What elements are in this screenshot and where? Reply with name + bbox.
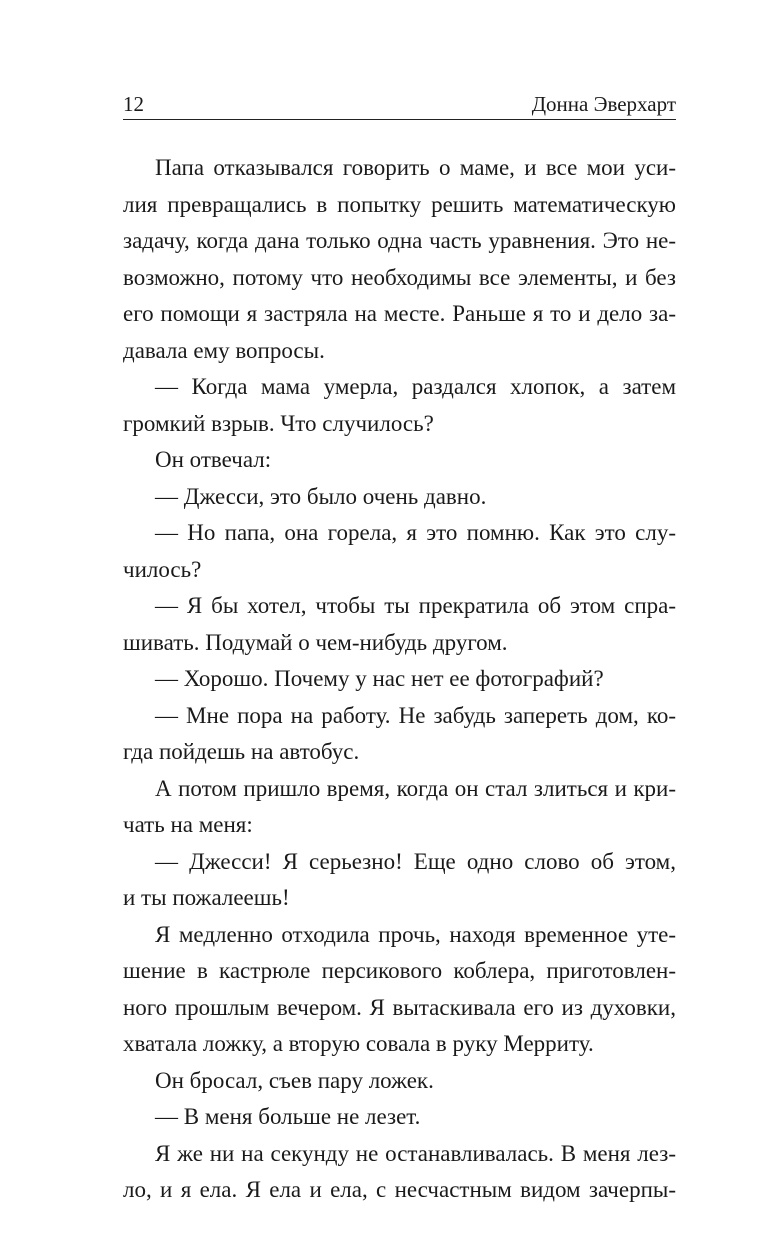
text-line: Папа отказывался говорить о маме, и все мои уси- bbox=[155, 155, 676, 180]
text-line: — Мне пора на работу. Не забудь запереть дом, ко- bbox=[155, 702, 676, 728]
text-line: шение в кастрюле персикового коблера, приготовлен- bbox=[123, 958, 676, 983]
text-line: — Джесси! Я серьезно! Еще одно слово об этом, bbox=[155, 848, 676, 874]
text-line: Он отвечал: bbox=[155, 447, 272, 472]
text-line: лия превращались в попытку решить математическую bbox=[123, 191, 676, 217]
text-line: гда пойдешь на автобус. bbox=[123, 739, 360, 764]
text-line: хватала ложку, а вторую совала в руку Мерриту. bbox=[123, 1031, 594, 1056]
text-line: А потом пришло время, когда он стал злиться и кри- bbox=[155, 775, 676, 801]
text-line: шивать. Подумай о чем-нибудь другом. bbox=[123, 629, 508, 655]
text-line: давала ему вопросы. bbox=[123, 337, 325, 363]
text-line: Я же ни на секунду не останавливалась. В меня лез- bbox=[155, 1140, 676, 1166]
text-line: чилось? bbox=[123, 556, 202, 582]
text-line: — Джесси, это было очень давно. bbox=[155, 483, 487, 509]
text-line: чать на меня: bbox=[123, 812, 253, 837]
text-line: и ты пожалеешь! bbox=[123, 885, 290, 910]
text-line: возможно, потому что необходимы все элементы, и без bbox=[123, 264, 676, 290]
running-header bbox=[123, 89, 676, 120]
text-line: — Я бы хотел, чтобы ты прекратила об этом спра- bbox=[155, 593, 676, 618]
text-line: Я медленно отходила прочь, находя временное уте- bbox=[155, 921, 676, 947]
text-line: — В меня больше не лезет. bbox=[155, 1104, 421, 1129]
text-line: ного прошлым вечером. Я вытаскивала его из духовки, bbox=[123, 994, 676, 1020]
text-line: его помощи я застряла на месте. Раньше я то и дело за- bbox=[123, 301, 676, 326]
text-line: — Когда мама умерла, раздался хлопок, а затем bbox=[155, 374, 676, 399]
text-line: громкий взрыв. Что случилось? bbox=[123, 410, 434, 436]
text-line: задачу, когда дана только одна часть уравнения. Это не- bbox=[123, 228, 676, 253]
text-line: — Хорошо. Почему у нас нет ее фотографий? bbox=[155, 666, 604, 691]
text-line: ло, и я ела. Я ела и ела, с несчастным видом зачерпы- bbox=[123, 1177, 676, 1202]
text-line: — Но папа, она горела, я это помню. Как это слу- bbox=[155, 520, 676, 545]
author-name: Донна Эверхарт bbox=[531, 92, 676, 116]
page-number: 12 bbox=[123, 92, 144, 116]
text-line: Он бросал, съев пару ложек. bbox=[155, 1067, 434, 1093]
body-text bbox=[123, 150, 676, 1209]
